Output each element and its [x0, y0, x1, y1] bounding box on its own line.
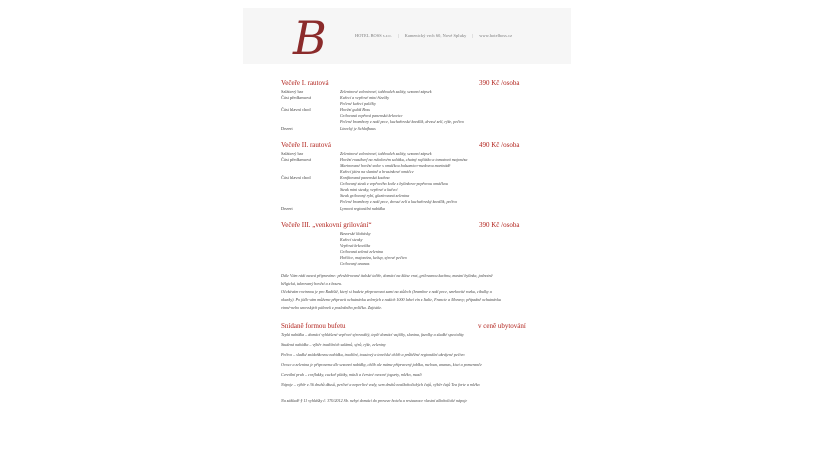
menu-item: Bavorské klobásky	[340, 231, 371, 236]
breakfast-price: v ceně ubytování	[478, 322, 526, 330]
info-paragraph-line: Očekávám rovinnou je pro Radiště, který si budete přepravovat sami na stůlech (brambor z naší pece, smrkovité rozku, cibulky a	[281, 289, 492, 294]
menu-item: Steak mini steaky, vepřové a kuřecí	[340, 187, 398, 192]
menu-item: Kuřecí a vepřové mini řízečky	[340, 95, 390, 100]
menu-item: Vepřová krkovička	[340, 243, 371, 248]
menu-3-price: 390 Kč /osoba	[479, 221, 520, 229]
menu-1-course-label: Salátový bar	[281, 89, 304, 94]
menu-item: Zeleninové zeleninové, tabbouleh saláty, sezonní zápsek	[340, 151, 432, 156]
menu-2-course-label: Salátový bar	[281, 151, 304, 156]
menu-item: Grilovaný ananas	[340, 261, 370, 266]
breakfast-line: Pečivo – sladké snídaňkovou nabídku, tradiční, toustový a tenelské chléb a průběžné regionální ukrájené pečivo	[281, 352, 465, 357]
menu-2-course-label: Část předkrmová	[281, 157, 312, 162]
menu-1-course-label: Část předkrmová	[281, 95, 312, 100]
breakfast-title: Snídaně formou bufetu	[281, 322, 346, 330]
company-web[interactable]: www.hotelboss.cz	[479, 33, 513, 38]
company-address: Kamenický vrch 60, Nové Spluky	[404, 33, 467, 38]
breakfast-line: Cereální pruh – corflakky, cuckeě plátky, müsli a čerstvé ovocné jogurty, mléko, musli	[281, 372, 422, 377]
hotel-logo: B	[293, 11, 327, 65]
menu-item: Steak grilovaný rybí, glazírovaná zelenina	[340, 193, 410, 198]
info-paragraph-line: okurky). Po jídle vám můžeme připravit ochutnávku zelených z našich 1000 lahví vín z Italie, Francie a Moravy; případně ochutnávku	[281, 297, 501, 302]
menu-2-price: 490 Kč /osoba	[479, 141, 520, 149]
document-header	[243, 8, 571, 64]
menu-item: Grilovaný steak z vepřového kotle s bylinkovo-pepřovou omáčkou	[340, 181, 448, 186]
menu-1-price: 390 Kč /osoba	[479, 79, 520, 87]
menu-item: Grilovaná zelená zelenina	[340, 249, 383, 254]
menu-item: Pečené brambory z naší pece, dressé zelí a kuchařovský knedlík, pečivo	[340, 199, 458, 204]
breakfast-line: Studená nabídka – výběr tradičních salámů, sýrů, rýže, zeleniny	[281, 342, 386, 347]
menu-item: Pečené brambory z naší pece, kuchařovské knedlík, dressé zelí, rýže, pečivo	[340, 119, 464, 124]
menu-item: Grilovaná vepřová panenská krkovice	[340, 113, 403, 118]
menu-1-title: Večeře I. rautová	[281, 79, 329, 87]
menu-1-course-label: Dezert	[281, 126, 293, 131]
breakfast-line: Ovoce a zelenina je připravena dle sezonní nabídky, chlíb ale máme připravený jablka, meloun, ananas, kiwi a pomeranče	[281, 362, 482, 367]
menu-item: Kuřecí játra na slanině a brusinkové omáčce	[340, 169, 414, 174]
info-paragraph-line: vinné-nebo unovských pálenek z posledního políčka. Zajistíte.	[281, 305, 383, 310]
breakfast-line: Nápoje – výběr z 36 druhů džusů, perlivé a neperlivé vody, sem druhů nealkoholických čajů, výběr čajů Tea forte a mléko	[281, 382, 480, 387]
menu-item: Kuřecí steaky	[340, 237, 363, 242]
menu-item: Hořčice, majonéza, kečup, sýrové pečivo	[340, 255, 407, 260]
info-paragraph-line: Dále Vám rádi nasvá připravíme: přesběrované italské talíře, domácí na kláse vrat, grilovanou kachnu, mastní bylinka, jednotně	[281, 273, 493, 278]
footnote: Na základě § 11 vyhlášky č. 370/2012 Sb. nebyt domácí do proveze hotelu a restaurace vlastní alkoholické nápoje	[281, 398, 468, 403]
menu-2-course-label: Dezert	[281, 206, 293, 211]
header-contact-line: HOTEL BOSS s.r.o. | Kamenický vrch 60, Nové Spluky | www.hotelboss.cz	[355, 33, 513, 38]
menu-3-title: Večeře III. „venkovní grilování“	[281, 221, 372, 229]
menu-item: Hovězí guláš Boss	[340, 107, 371, 112]
menu-item: Zeleninové zeleninové, tabbouleh saláty, sezonní zápsek	[340, 89, 432, 94]
menu-item: Lymová regionální nabídka	[340, 206, 385, 211]
menu-item: Hovězí roastbeef na rukolovém salátku, chutný rajčátko a tomatová majonéza	[340, 157, 468, 162]
company-name: HOTEL BOSS s.r.o.	[355, 33, 392, 38]
menu-item: Konfitovaná panenská kachna	[340, 175, 390, 180]
breakfast-line: Teplá nabídka – domácí vyhlášené vepřové sýrovoditý, teplé domácí vajíčky, slanina, fazolky a sladké speciality	[281, 332, 464, 337]
menu-item: Pečené kuřecí paličky	[340, 101, 376, 106]
menu-2-title: Večeře II. rautová	[281, 141, 331, 149]
menu-2-course-label: Část hlavní chod	[281, 175, 311, 180]
info-paragraph-line: bělgická, tukrovaný hovězí a z bouru.	[281, 281, 343, 286]
menu-item: Marinované hovězí srdce s omáčkou balsamico-medovou marinádě	[340, 163, 451, 168]
menu-1-course-label: Část hlavní chod	[281, 107, 311, 112]
menu-item: Linecký je Schlafhaus	[340, 126, 376, 131]
